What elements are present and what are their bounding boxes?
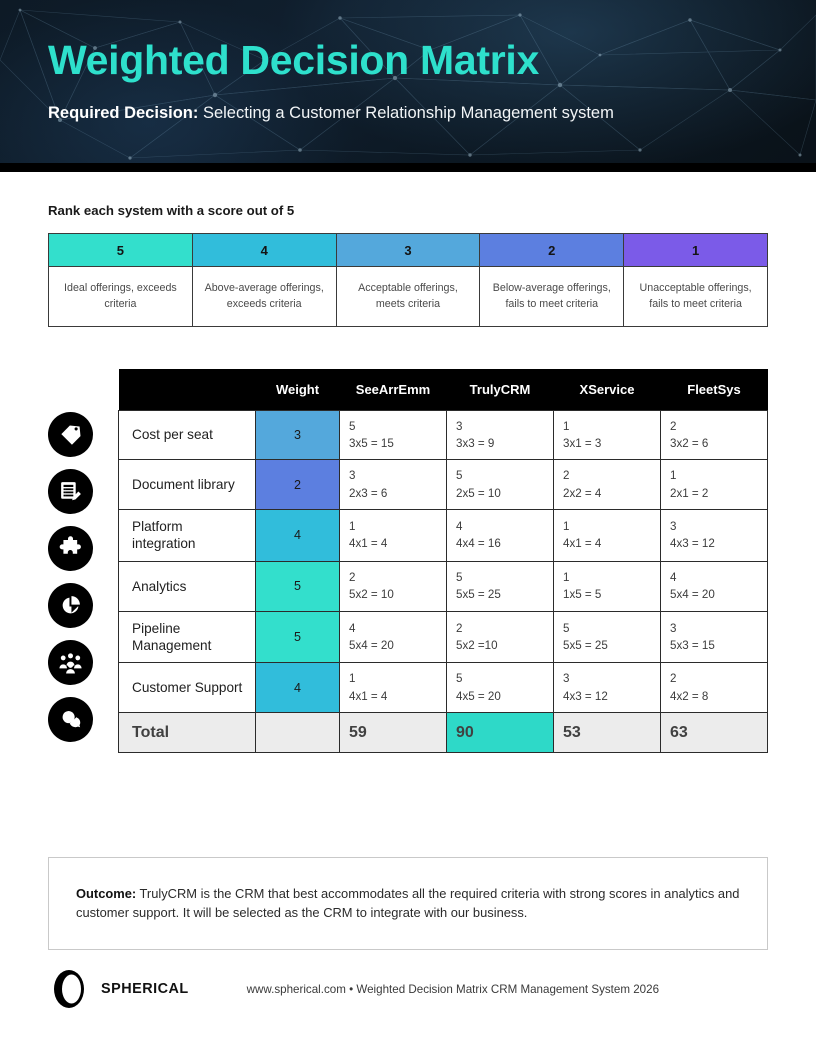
score-cell [340, 611, 447, 663]
brand-name: SPHERICAL [101, 981, 189, 997]
raw-score: 3 [563, 672, 570, 686]
weighted-calc: 4x2 = 8 [670, 689, 709, 703]
raw-score: 4 [349, 621, 356, 635]
score-cell [554, 460, 661, 510]
raw-score: 3 [670, 520, 677, 534]
weighted-calc: 4x3 = 12 [670, 537, 715, 551]
raw-score: 5 [456, 672, 463, 686]
page-footer [48, 968, 768, 1010]
raw-score: 1 [349, 672, 356, 686]
matrix-total-row [119, 713, 768, 753]
raw-score: 5 [349, 419, 356, 433]
total-cell: 63 [661, 713, 768, 753]
rank-legend-heading: Rank each system with a score out of 5 [48, 203, 295, 218]
weighted-calc: 2x1 = 2 [670, 486, 709, 500]
matrix-header-weight: Weight [256, 369, 340, 410]
criterion-label: Cost per seat [119, 410, 256, 460]
weighted-calc: 3x1 = 3 [563, 436, 602, 450]
score-cell [447, 561, 554, 611]
score-cell [447, 410, 554, 460]
weighted-calc: 4x3 = 12 [563, 689, 608, 703]
matrix-row [119, 663, 768, 713]
score-cell [447, 460, 554, 510]
score-cell [340, 460, 447, 510]
score-cell [554, 561, 661, 611]
footer-note: www.spherical.com • Weighted Decision Matrix CRM Management System 2026 [246, 982, 660, 996]
criteria-icon-rail [48, 412, 104, 754]
matrix-row [119, 410, 768, 460]
score-cell [554, 410, 661, 460]
spherical-logo-icon [48, 968, 90, 1010]
weight-cell: 5 [256, 611, 340, 663]
criterion-label: Platform integration [119, 510, 256, 562]
page-title: Weighted Decision Matrix [48, 37, 539, 83]
weighted-calc: 2x3 = 6 [349, 486, 388, 500]
weight-cell: 4 [256, 663, 340, 713]
score-cell [340, 663, 447, 713]
weighted-calc: 3x2 = 6 [670, 436, 709, 450]
weighted-calc: 4x1 = 4 [563, 537, 602, 551]
weight-cell: 3 [256, 410, 340, 460]
raw-score: 3 [349, 469, 356, 483]
legend-desc-5: Ideal offerings, exceeds criteria [49, 267, 193, 327]
weight-cell: 2 [256, 460, 340, 510]
weighted-calc: 5x5 = 25 [563, 639, 608, 653]
outcome-lead: Outcome: [76, 886, 137, 901]
weighted-calc: 3x3 = 9 [456, 436, 495, 450]
price-tag-icon [48, 412, 93, 457]
puzzle-piece-icon [48, 526, 93, 571]
matrix-header-seearremm: SeeArrEmm [340, 369, 447, 410]
raw-score: 2 [456, 621, 463, 635]
raw-score: 1 [563, 570, 570, 584]
criterion-label: Analytics [119, 561, 256, 611]
page-header [0, 0, 816, 163]
score-cell [661, 410, 768, 460]
raw-score: 2 [563, 469, 570, 483]
score-cell [554, 663, 661, 713]
raw-score: 4 [456, 520, 463, 534]
legend-desc-1: Unacceptable offerings, fails to meet criteria [624, 267, 768, 327]
raw-score: 1 [563, 520, 570, 534]
criterion-label: Customer Support [119, 663, 256, 713]
matrix-row [119, 460, 768, 510]
document-edit-icon [48, 469, 93, 514]
matrix-header-trulycrm: TrulyCRM [447, 369, 554, 410]
subtitle-text: Selecting a Customer Relationship Management system [198, 104, 614, 123]
raw-score: 1 [349, 520, 356, 534]
matrix-row [119, 611, 768, 663]
total-cell: 53 [554, 713, 661, 753]
raw-score: 2 [670, 672, 677, 686]
matrix-header-criteria [119, 369, 256, 410]
raw-score: 2 [670, 419, 677, 433]
weighted-calc: 2x2 = 4 [563, 486, 602, 500]
score-cell [554, 611, 661, 663]
score-cell [447, 611, 554, 663]
weighted-calc: 5x4 = 20 [670, 588, 715, 602]
speech-bubbles-icon [48, 697, 93, 742]
score-cell [554, 510, 661, 562]
raw-score: 5 [456, 570, 463, 584]
weighted-calc: 5x5 = 25 [456, 588, 501, 602]
pie-chart-icon [48, 583, 93, 628]
score-cell [447, 510, 554, 562]
score-cell [661, 663, 768, 713]
total-winner-cell: 90 [447, 713, 554, 753]
matrix-row [119, 510, 768, 562]
weighted-calc: 4x1 = 4 [349, 689, 388, 703]
score-cell [340, 510, 447, 562]
decision-matrix-table [118, 369, 768, 753]
matrix-header-fleetsys: FleetSys [661, 369, 768, 410]
score-cell [661, 561, 768, 611]
raw-score: 4 [670, 570, 677, 584]
score-cell [661, 460, 768, 510]
weighted-calc: 4x4 = 16 [456, 537, 501, 551]
score-cell [340, 561, 447, 611]
raw-score: 1 [563, 419, 570, 433]
total-cell: 59 [340, 713, 447, 753]
rank-legend-table [48, 233, 768, 327]
weighted-calc: 4x5 = 20 [456, 689, 501, 703]
people-group-icon [48, 640, 93, 685]
raw-score: 3 [456, 419, 463, 433]
legend-description-row [49, 267, 768, 327]
header-accent-bar [0, 163, 816, 172]
legend-score-3: 3 [336, 234, 480, 267]
weighted-calc: 5x2 =10 [456, 639, 498, 653]
matrix-header-row [119, 369, 768, 410]
legend-score-2: 2 [480, 234, 624, 267]
score-cell [447, 663, 554, 713]
outcome-box [48, 857, 768, 950]
raw-score: 5 [456, 469, 463, 483]
total-label: Total [119, 713, 256, 753]
criterion-label: Pipeline Management [119, 611, 256, 663]
weight-cell: 5 [256, 561, 340, 611]
raw-score: 5 [563, 621, 570, 635]
legend-score-1: 1 [624, 234, 768, 267]
raw-score: 3 [670, 621, 677, 635]
raw-score: 2 [349, 570, 356, 584]
legend-score-4: 4 [192, 234, 336, 267]
score-cell [661, 611, 768, 663]
weight-cell: 4 [256, 510, 340, 562]
weighted-calc: 3x5 = 15 [349, 436, 394, 450]
legend-desc-2: Below-average offerings, fails to meet criteria [480, 267, 624, 327]
score-cell [661, 510, 768, 562]
legend-desc-3: Acceptable offerings, meets criteria [336, 267, 480, 327]
legend-desc-4: Above-average offerings, exceeds criteria [192, 267, 336, 327]
matrix-body [119, 410, 768, 753]
outcome-text: TrulyCRM is the CRM that best accommodates all the required criteria with strong scores in analytics and customer support. It will be selected as the CRM to integrate with our business. [76, 886, 740, 921]
weighted-calc: 5x2 = 10 [349, 588, 394, 602]
matrix-row [119, 561, 768, 611]
weighted-calc: 5x3 = 15 [670, 639, 715, 653]
total-weight-blank [256, 713, 340, 753]
decision-matrix-area [0, 369, 816, 789]
page-subtitle [48, 103, 816, 124]
weighted-calc: 4x1 = 4 [349, 537, 388, 551]
criterion-label: Document library [119, 460, 256, 510]
subtitle-lead: Required Decision: [48, 104, 199, 123]
matrix-header-xservice: XService [554, 369, 661, 410]
weighted-calc: 1x5 = 5 [563, 588, 602, 602]
legend-score-row [49, 234, 768, 267]
score-cell [340, 410, 447, 460]
raw-score: 1 [670, 469, 677, 483]
weighted-calc: 2x5 = 10 [456, 486, 501, 500]
weighted-calc: 5x4 = 20 [349, 639, 394, 653]
legend-score-5: 5 [49, 234, 193, 267]
